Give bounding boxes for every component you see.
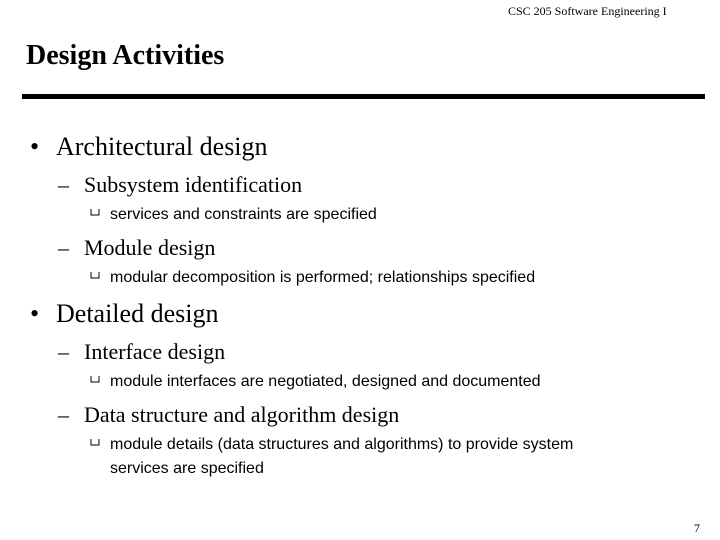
bullet-dot-icon: • <box>30 132 40 161</box>
subbullet-text: Module design <box>84 235 216 260</box>
subbullet-text: Data structure and algorithm design <box>84 402 400 427</box>
slide-title: Design Activities <box>26 40 225 71</box>
dash-bullet-icon: – <box>58 339 69 364</box>
course-header: CSC 205 Software Engineering I <box>508 4 667 18</box>
hollow-square-bullet-icon <box>90 208 100 216</box>
bullet-dot-icon: • <box>30 299 40 328</box>
bullet-text: Detailed design <box>56 299 219 328</box>
title-divider <box>22 94 705 99</box>
subbullet-text: Subsystem identification <box>84 172 303 197</box>
dash-bullet-icon: – <box>58 235 69 260</box>
hollow-square-bullet-icon <box>90 271 100 279</box>
detail-text: module interfaces are negotiated, designed and documented <box>110 373 541 390</box>
bullet-text: Architectural design <box>56 132 268 161</box>
detail-text: services are specified <box>110 460 264 477</box>
hollow-square-bullet-icon <box>90 438 100 446</box>
dash-bullet-icon: – <box>58 172 69 197</box>
detail-text: services and constraints are specified <box>110 206 377 223</box>
detail-text: module details (data structures and algorithms) to provide system <box>110 436 574 453</box>
detail-text: modular decomposition is performed; relationships specified <box>110 269 536 286</box>
hollow-square-bullet-icon <box>90 375 100 383</box>
page-number: 7 <box>694 521 700 535</box>
subbullet-text: Interface design <box>84 339 226 364</box>
dash-bullet-icon: – <box>58 402 69 427</box>
